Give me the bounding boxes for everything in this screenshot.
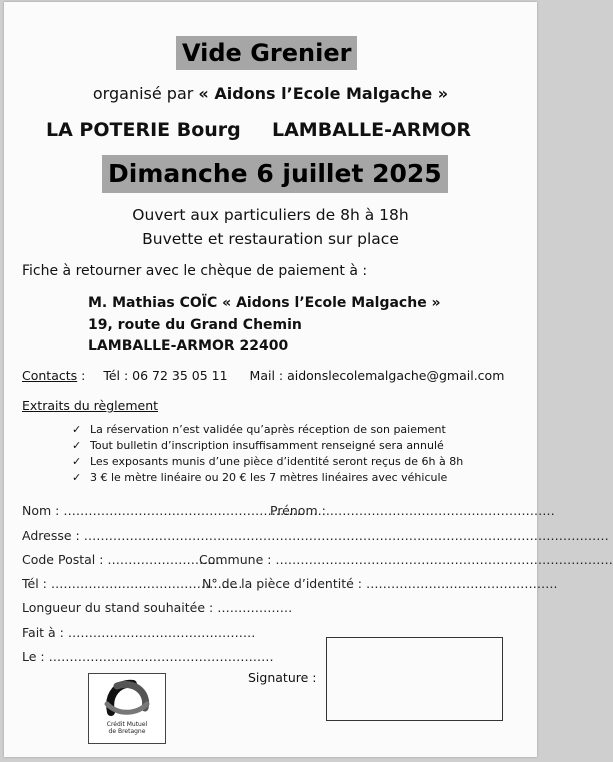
rule-item: ✓ 3 € le mètre linéaire ou 20 € les 7 mètres linéaires avec véhicule (72, 471, 448, 484)
place-right: LAMBALLE-ARMOR (272, 119, 472, 141)
date-field[interactable]: Le : ……………………………………………… (22, 649, 274, 664)
place-left: LA POTERIE Bourg (46, 119, 241, 141)
check-icon: ✓ (72, 471, 82, 484)
address-line-3: LAMBALLE-ARMOR 22400 (88, 338, 289, 354)
check-icon: ✓ (72, 439, 82, 452)
contact-email: Mail : aidonslecolemalgache@gmail.com (249, 368, 505, 383)
organizer-line (4, 84, 537, 103)
piece-identite-field[interactable]: N° de la pièce d’identité : ………………………………………. (202, 576, 558, 591)
tel-field[interactable]: Tél : ………………………………………. (22, 576, 243, 591)
prenom-field[interactable]: Prénom : ……………………………………………… (270, 503, 555, 518)
rules-title: Extraits du règlement (22, 398, 159, 413)
contact-phone: Tél : 06 72 35 05 11 (103, 368, 228, 383)
opening-hours: Ouvert aux particuliers de 8h à 18h (132, 206, 409, 224)
check-icon: ✓ (72, 455, 82, 468)
commune-field[interactable]: Commune : ……………………………………………………………………… (199, 552, 613, 567)
event-date: Dimanche 6 juillet 2025 (102, 155, 448, 193)
code-postal-field[interactable]: Code Postal : ………………………. (22, 552, 224, 567)
address-line-2: 19, route du Grand Chemin (88, 317, 302, 333)
organizer-name: « Aidons l’Ecole Malgache » (198, 84, 449, 103)
nom-field[interactable]: Nom : ………………………………………………………. (22, 503, 330, 518)
rule-item: ✓ Les exposants munis d’une pièce d’identité seront reçus de 6h à 8h (72, 455, 464, 468)
credit-mutuel-logo (88, 673, 166, 744)
refreshments-note: Buvette et restauration sur place (142, 230, 399, 248)
rule-item: ✓ La réservation n’est validée qu’après réception de son paiement (72, 423, 446, 436)
flyer-page (4, 2, 613, 757)
organizer-prefix: organisé par (92, 84, 194, 103)
return-instruction: Fiche à retourner avec le chèque de paiement à : (22, 263, 368, 279)
logo-text-line-2: de Bretagne (108, 728, 146, 735)
signature-label: Signature : (248, 670, 317, 685)
adresse-field[interactable]: Adresse : ……………………………………………………………………………………………………………… (22, 528, 609, 543)
contacts-label: Contacts (22, 368, 78, 383)
rule-item: ✓ Tout bulletin d’inscription insuffisamment renseigné sera annulé (72, 439, 444, 452)
longueur-stand-field[interactable]: Longueur du stand souhaitée : ……………… (22, 600, 293, 615)
fait-a-field[interactable]: Fait à : ……………………………………… (22, 625, 256, 640)
rules-list (72, 422, 463, 486)
logo-text-line-1: Crédit Mutuel (106, 721, 148, 728)
check-icon: ✓ (72, 423, 82, 436)
event-title: Vide Grenier (176, 36, 357, 70)
address-line-1: M. Mathias COÏC « Aidons l’Ecole Malgache » (88, 295, 441, 311)
credit-mutuel-logo-icon (89, 674, 165, 720)
contacts-line (22, 368, 504, 383)
contacts-colon: : (77, 368, 86, 383)
signature-box[interactable] (326, 637, 503, 721)
